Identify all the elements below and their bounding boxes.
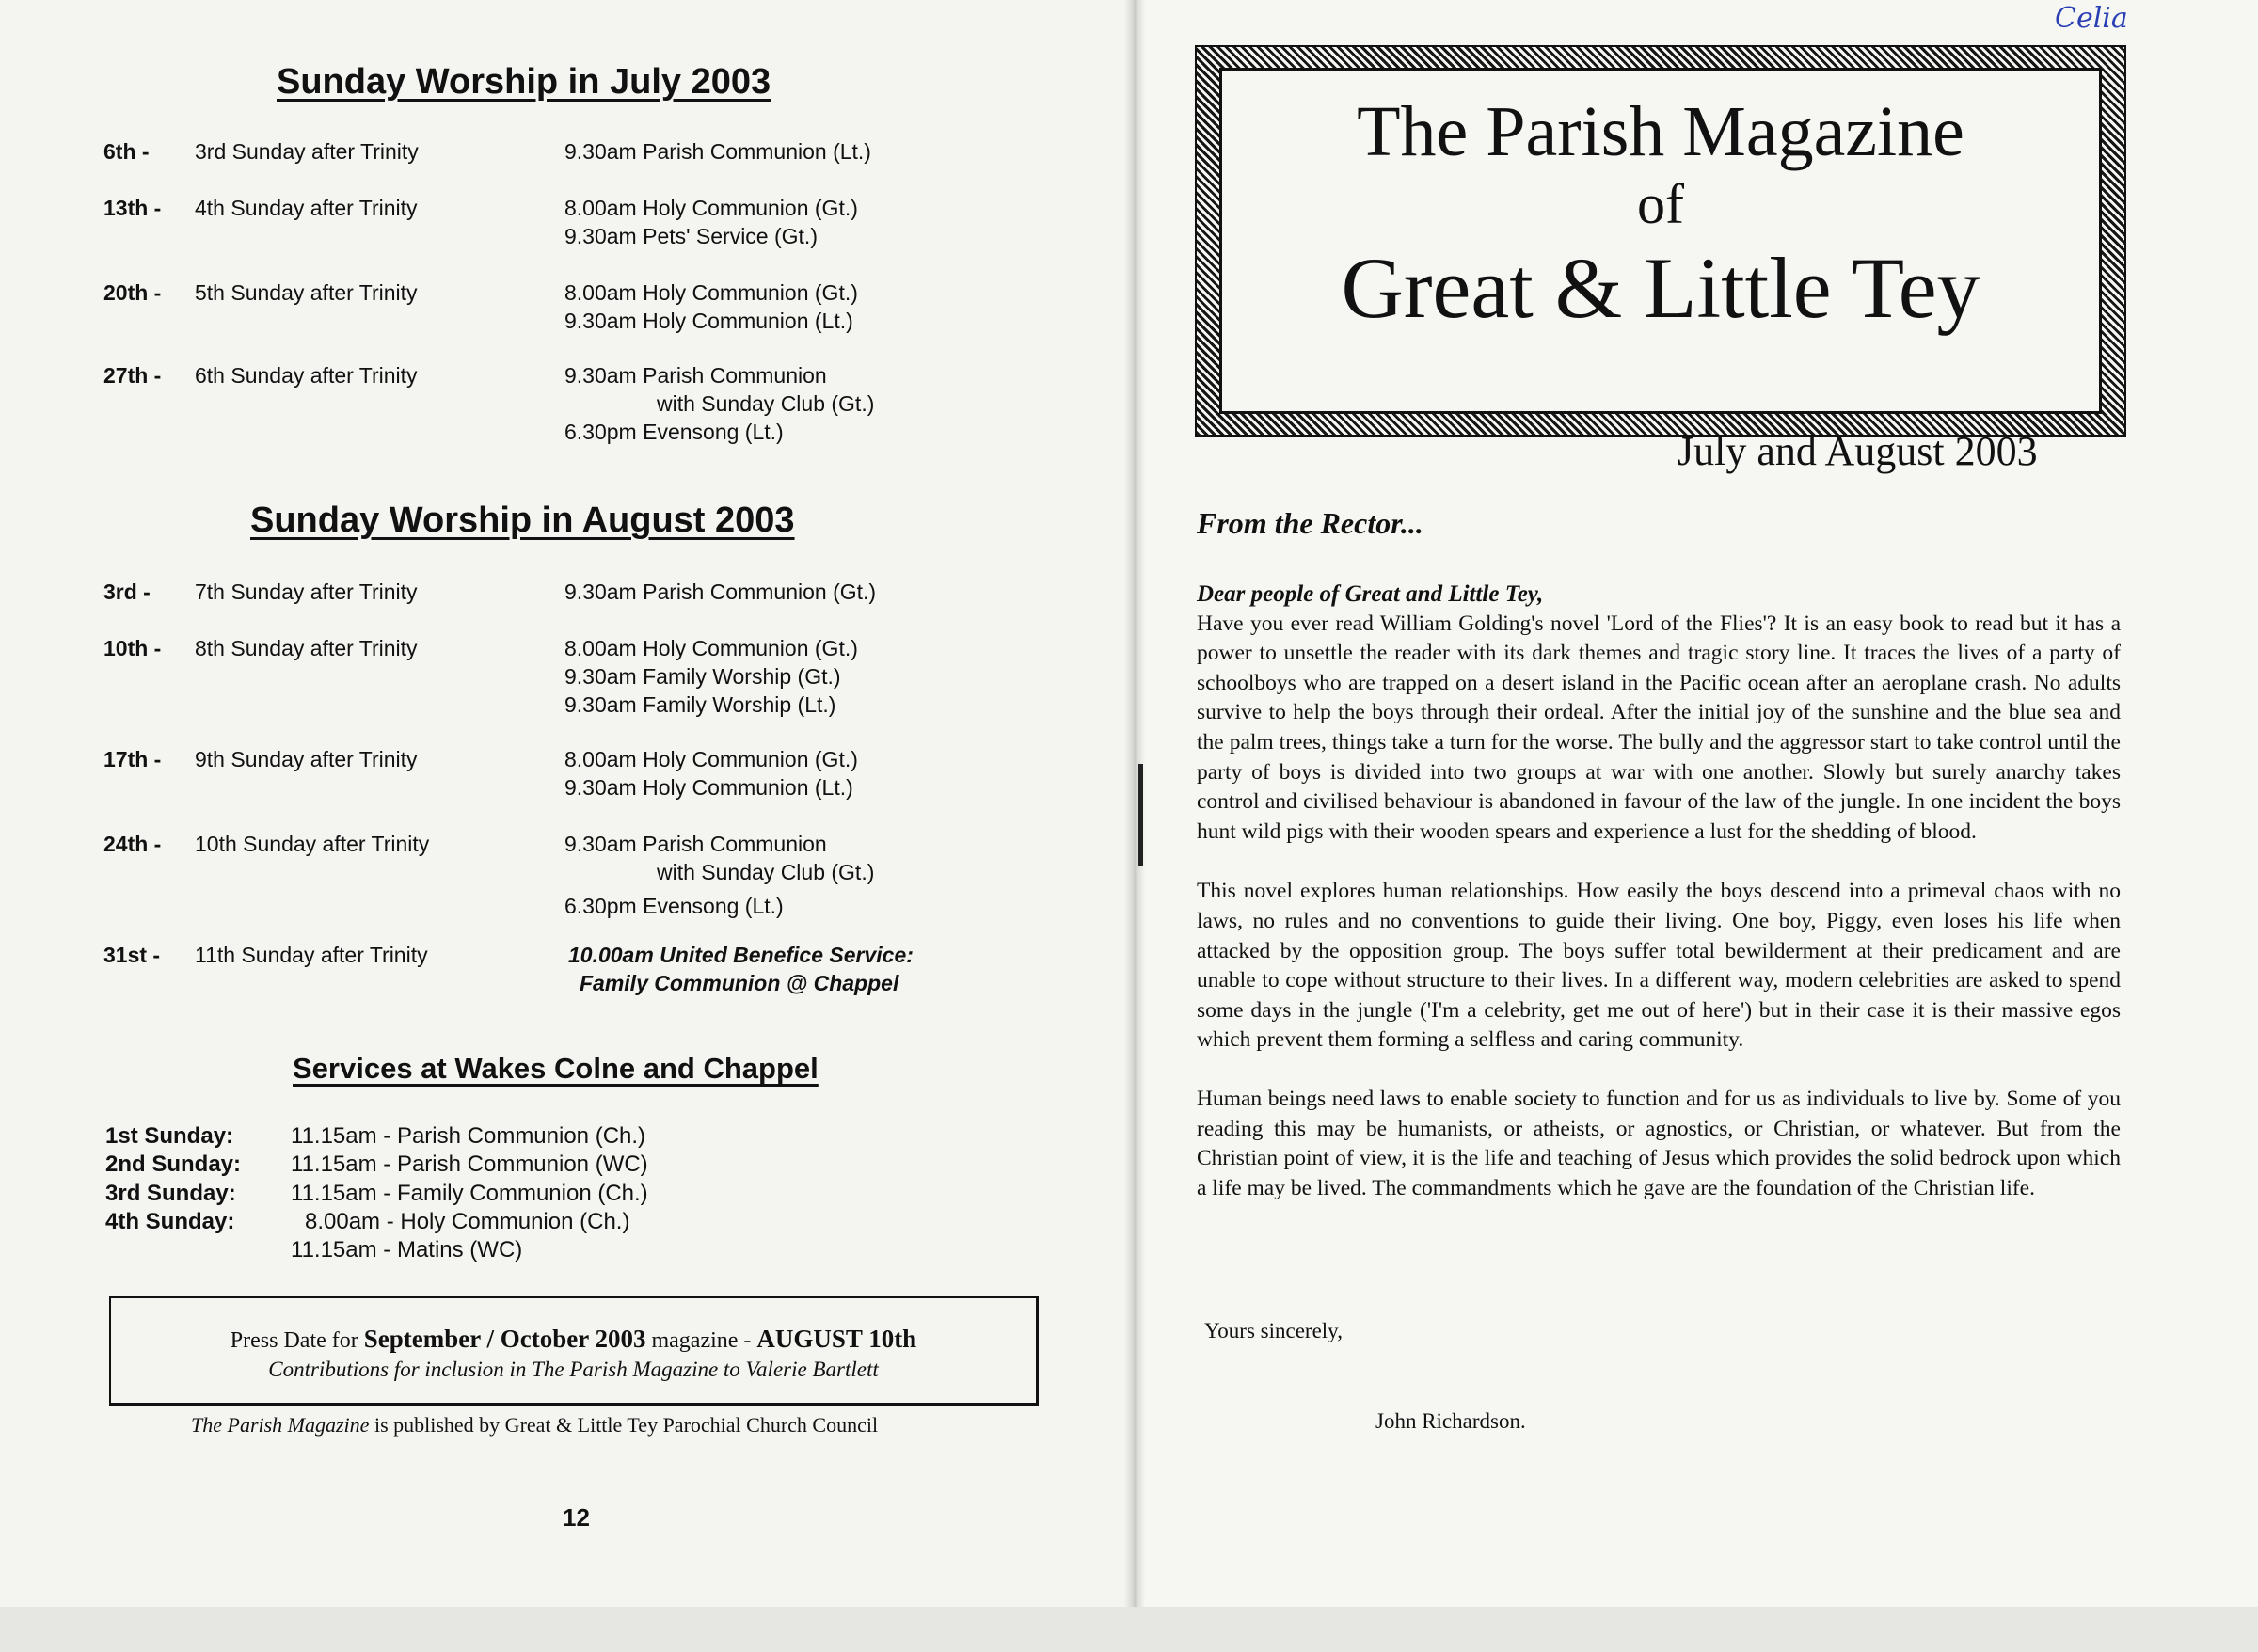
row-occasion: 9th Sunday after Trinity bbox=[195, 747, 418, 771]
services-title: Services at Wakes Colne and Chappel bbox=[293, 1052, 819, 1085]
row-occasion: 5th Sunday after Trinity bbox=[195, 280, 418, 305]
press-date-line bbox=[111, 1325, 1036, 1354]
handwritten-note: Celia bbox=[2055, 2, 2128, 35]
row-time: 9.30am Holy Communion (Lt.) bbox=[564, 309, 853, 333]
row-time: with Sunday Club (Gt.) bbox=[657, 860, 875, 884]
row-time: 6.30pm Evensong (Lt.) bbox=[564, 894, 784, 918]
row-occasion: 11th Sunday after Trinity bbox=[195, 943, 428, 967]
row-time: 8.00am Holy Communion (Gt.) bbox=[564, 747, 858, 771]
masthead bbox=[1219, 68, 2102, 414]
press-date-box bbox=[109, 1296, 1039, 1406]
row-occasion: 4th Sunday after Trinity bbox=[195, 196, 418, 220]
letter-paragraph: This novel explores human relationships. How easily the boys descend into a primeval chaos with no laws, no rules and no conventions to guide their living. One boy, Piggy, even loses his life when attacked by the opposition group. The boys suffer total bewilderment at their predicament and are unable to cope without structure to their lives. In a different way, modern celebrities are asked to spend some days in the jungle ('I'm a celebrity, get me out of here') but in their case it is their massive egos which prevent them forming a selfless and caring community. bbox=[1197, 879, 2121, 1053]
letter-closing: Yours sincerely, bbox=[1204, 1319, 1343, 1342]
row-time: 10.00am United Benefice Service: bbox=[568, 943, 914, 967]
august-worship-title: Sunday Worship in August 2003 bbox=[250, 500, 795, 540]
row-date: 24th - bbox=[103, 832, 162, 856]
press-issue: September / October 2003 bbox=[363, 1325, 646, 1353]
row-date: 6th - bbox=[103, 139, 150, 164]
row-occasion: 3rd Sunday after Trinity bbox=[195, 139, 419, 164]
salutation: Dear people of Great and Little Tey, bbox=[1197, 581, 1544, 607]
services-time: 11.15am - Parish Communion (WC) bbox=[291, 1152, 648, 1177]
row-time: 9.30am Family Worship (Gt.) bbox=[564, 664, 841, 689]
services-time: 8.00am - Holy Communion (Ch.) bbox=[305, 1209, 630, 1234]
letter-signature: John Richardson. bbox=[1375, 1409, 1526, 1433]
row-time: 8.00am Holy Communion (Gt.) bbox=[564, 636, 858, 660]
issue-date: July and August 2003 bbox=[1678, 428, 2038, 474]
row-date: 27th - bbox=[103, 363, 162, 388]
margin-mark bbox=[1138, 764, 1143, 866]
published-title: The Parish Magazine bbox=[191, 1413, 370, 1437]
row-time: 9.30am Parish Communion (Gt.) bbox=[564, 580, 877, 604]
row-time: Family Communion @ Chappel bbox=[580, 971, 899, 995]
press-middle: magazine - bbox=[645, 1328, 757, 1353]
press-prefix: Press Date for bbox=[230, 1328, 364, 1353]
services-day: 4th Sunday: bbox=[105, 1209, 235, 1234]
row-time: 8.00am Holy Communion (Gt.) bbox=[564, 196, 858, 220]
row-time: 6.30pm Evensong (Lt.) bbox=[564, 420, 784, 444]
row-time: 8.00am Holy Communion (Gt.) bbox=[564, 280, 858, 305]
row-occasion: 7th Sunday after Trinity bbox=[195, 580, 418, 604]
services-time: 11.15am - Family Communion (Ch.) bbox=[291, 1181, 648, 1206]
row-date: 17th - bbox=[103, 747, 162, 771]
rector-letter bbox=[1197, 580, 2121, 1232]
services-day: 3rd Sunday: bbox=[105, 1181, 236, 1206]
published-rest: is published by Great & Little Tey Parochial Church Council bbox=[369, 1413, 879, 1437]
contributions-note: Contributions for inclusion in The Parish Magazine to Valerie Bartlett bbox=[268, 1358, 879, 1381]
row-date: 13th - bbox=[103, 196, 162, 220]
row-occasion: 6th Sunday after Trinity bbox=[195, 363, 418, 388]
row-date: 20th - bbox=[103, 280, 162, 305]
july-worship-title: Sunday Worship in July 2003 bbox=[277, 62, 771, 102]
masthead-of: of bbox=[1637, 173, 1684, 235]
row-time: 9.30am Parish Communion (Lt.) bbox=[564, 139, 871, 164]
row-time: 9.30am Holy Communion (Lt.) bbox=[564, 775, 853, 800]
services-day: 2nd Sunday: bbox=[105, 1152, 242, 1177]
published-by bbox=[191, 1413, 878, 1438]
services-time: 11.15am - Parish Communion (Ch.) bbox=[291, 1123, 646, 1149]
row-time: with Sunday Club (Gt.) bbox=[657, 391, 875, 416]
services-extra: 11.15am - Matins (WC) bbox=[291, 1237, 523, 1263]
press-deadline: AUGUST 10th bbox=[756, 1325, 917, 1353]
letter-paragraph: Have you ever read William Golding's novel 'Lord of the Flies'? It is an easy book to read but it has a power to unsettle the reader with its dark themes and tragic story line. It traces the lives of a party of schoolboys who are trapped on a desert island in the Pacific ocean after an aeroplane crash. No adults survive to help the boys through their ordeal. After the initial joy of the sunshine and the blue sea and the palm trees, things take a turn for the worse. The bully and the aggressor start to take control until the party of boys is divided into two groups at war with one another. Slowly but surely anarchy takes control and civilised behaviour is abandoned in favour of the law of the jungle. In one incident the boys hunt wild pigs with their wooden spears and experience a lust for the shedding of blood. bbox=[1197, 611, 2121, 844]
row-date: 10th - bbox=[103, 636, 162, 660]
row-occasion: 10th Sunday after Trinity bbox=[195, 832, 430, 856]
page-number: 12 bbox=[563, 1503, 590, 1532]
masthead-title: The Parish Magazine bbox=[1357, 92, 1964, 171]
row-time: 9.30am Parish Communion bbox=[564, 832, 827, 856]
row-time: 9.30am Pets' Service (Gt.) bbox=[564, 224, 818, 248]
services-day: 1st Sunday: bbox=[105, 1123, 234, 1149]
rector-heading: From the Rector... bbox=[1197, 506, 1423, 540]
scan-bottom-strip bbox=[0, 1607, 2258, 1652]
masthead-parish: Great & Little Tey bbox=[1341, 240, 1980, 336]
row-time: 9.30am Parish Communion bbox=[564, 363, 827, 388]
row-time: 9.30am Family Worship (Lt.) bbox=[564, 692, 836, 717]
row-date: 3rd - bbox=[103, 580, 151, 604]
row-occasion: 8th Sunday after Trinity bbox=[195, 636, 418, 660]
row-date: 31st - bbox=[103, 943, 161, 967]
letter-paragraph: Human beings need laws to enable society to function and for us as individuals to live by. Some of you reading this may be humanists, or atheists, or agnostics, or Christian, or whatever. But from the Christian point of view, it is the life and teaching of Jesus which provides the solid bedrock upon which a life may be lived. The commandments which he gave are the foundation of the Christian life. bbox=[1197, 1086, 2121, 1200]
masthead-frame bbox=[1195, 45, 2126, 437]
